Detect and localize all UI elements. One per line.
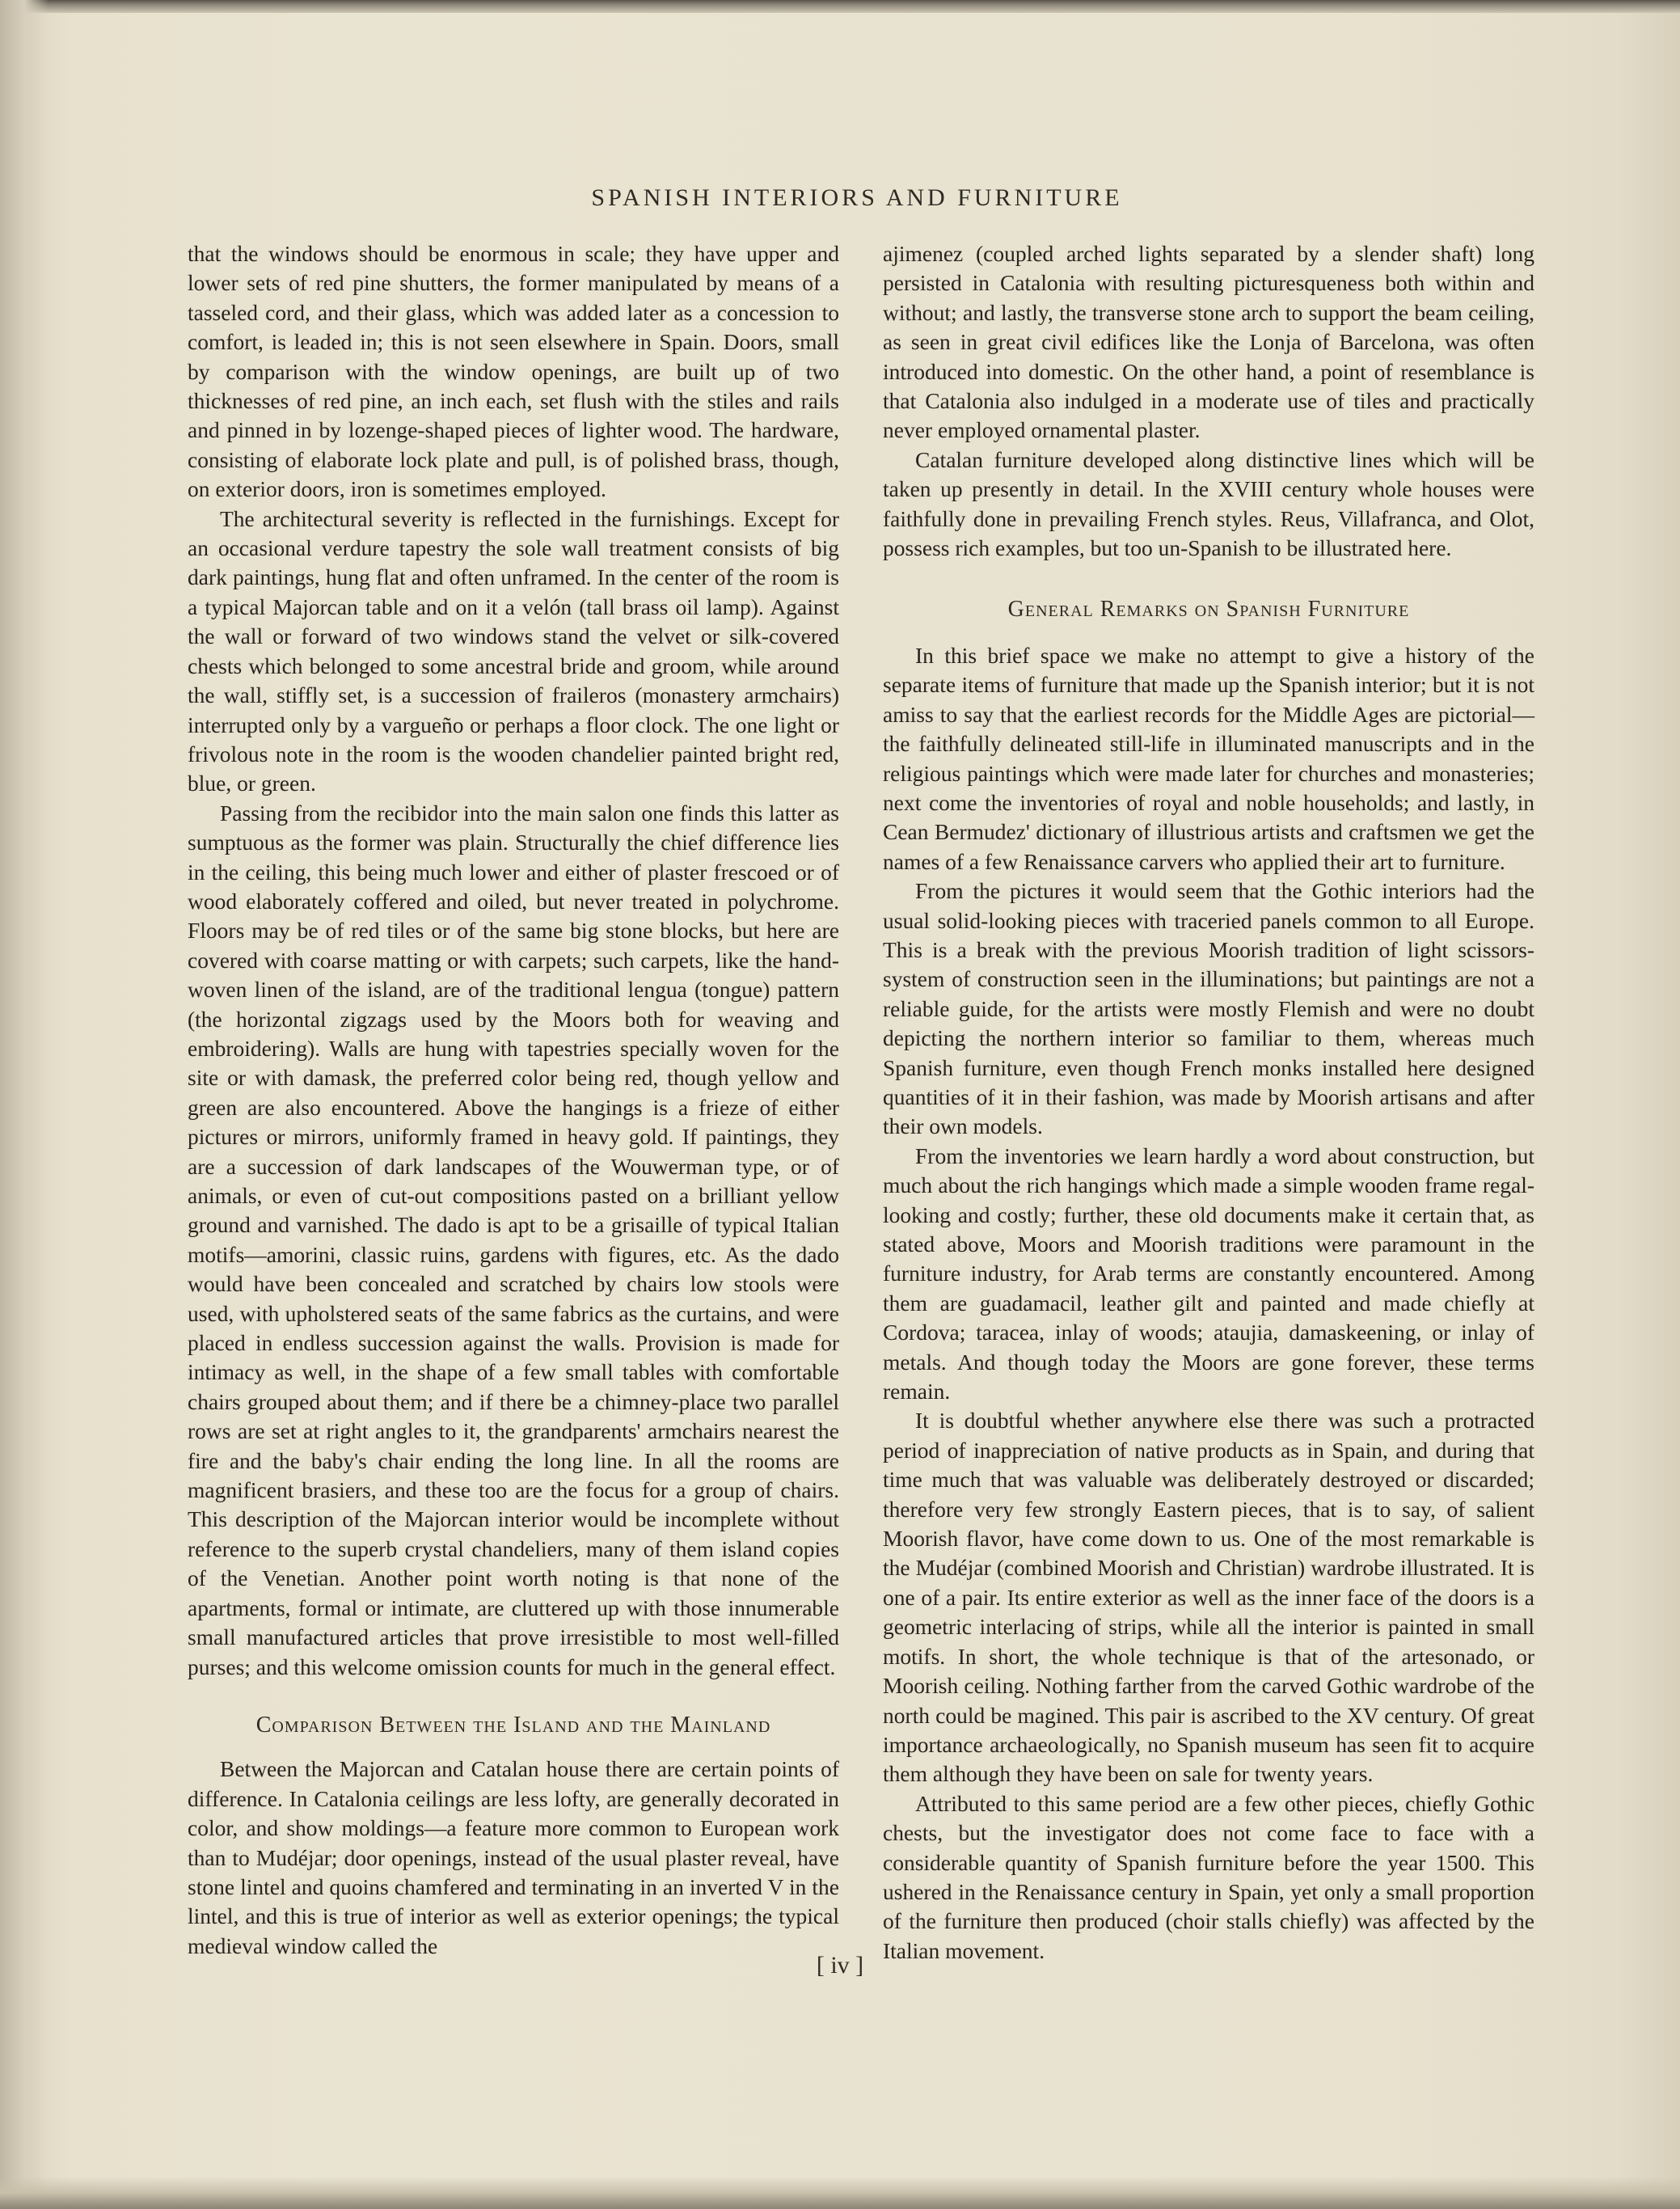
left-paragraph-1: that the windows should be enormous in scale; they have upper and lower sets of red pine shutters, the former manipulated by means of a tasseled cord, and their glass, which was added later as a concession to comfort, is leaded in; this is not seen elsewhere in Spain. Doors, small by comparison with the window openings, are built up of two thicknesses of red pine, an inch each, set flush with the stiles and rails and pinned in by lozenge-shaped pieces of lighter wood. The hardware, consisting of elaborate lock plate and pull, is of polished brass, though, on exterior doors, iron is sometimes employed. <box>188 241 839 502</box>
running-head: SPANISH INTERIORS AND FURNITURE <box>591 184 1123 211</box>
page-top-edge <box>0 0 1680 13</box>
right-paragraph-2: Catalan furniture developed along distinctive lines which will be taken up presently in detail. In the XVIII century whole houses were faithfully done in prevailing French styles. Reus, Villafranca, and Olot, possess rich examples, but too un-Spanish to be illustrated here. <box>883 446 1534 561</box>
left-paragraph-2: The architectural severity is reflected in the furnishings. Except for an occasional verdure tapestry the sole wall treatment consists of big dark paintings, hung flat and often unframed. In the center of the room is a typical Majorcan table and on it a velón (tall brass oil lamp). Against the wall or forward of two windows stand the velvet or silk-covered chests which belonged to some ancestral bride and groom, while around the wall, stiffly set, is a succession of fraileros (monastery armchairs) interrupted only by a vargueño or perhaps a floor clock. The one light or frivolous note in the room is the wooden chandelier painted bright red, blue, or green. <box>188 505 839 796</box>
left-paragraph-4: Between the Majorcan and Catalan house there are certain points of difference. In Catalonia ceilings are less lofty, are generally decorated in color, and show moldings—a feature more common to European work than to Mudéjar; door openings, instead of the usual plaster reveal, have stone lintel and quoins chamfered and terminating in an inverted V in the lintel, and this is true of interior as well as exterior openings; the typical medieval window called the <box>188 1756 839 1958</box>
right-paragraph-5: From the inventories we learn hardly a word about construction, but much about the rich hangings which made a simple wooden frame regal-looking and costly; further, these old documents make it certain that, as stated above, Moors and Moorish traditions were paramount in the furniture industry, for Arab terms are constantly encountered. Among them are guadamacil, leather gilt and painted and made chiefly at Cordova; taracea, inlay of woods; ataujia, damaskeening, or inlay of metals. And though today the Moors are gone forever, these terms remain. <box>883 1143 1534 1404</box>
right-column <box>883 239 1534 1966</box>
section-heading-general-remarks: General Remarks on Spanish Furniture <box>1007 597 1410 623</box>
right-paragraph-6: It is doubtful whether anywhere else there was such a protracted period of inappreciation of native products as in Spain, and during that time much that was valuable was deliberately destroyed or discarded; therefore very few strongly Eastern pieces, that is to say, of salient Moorish flavor, have come down to us. One of the most remarkable is the Mudéjar (combined Moorish and Christian) wardrobe illustrated. It is one of a pair. Its entire exterior as well as the inner face of the doors is a geometric interlacing of strips, while all the interior is painted in small motifs. In short, the whole technique is that of the artesonado, or Moorish ceiling. Nothing farther from the carved Gothic wardrobe of the north could be magined. This pair is ascribed to the XV century. Of great importance archaeologically, no Spanish museum has seen fit to acquire them although they have been on sale for twenty years. <box>883 1408 1534 1787</box>
right-paragraph-7: Attributed to this same period are a few other pieces, chiefly Gothic chests, but the investigator does not come face to face with a considerable quantity of Spanish furniture before the year 1500. This ushered in the Renaissance century in Spain, yet only a small proportion of the furniture then produced (choir stalls chiefly) was affected by the Italian movement. <box>883 1790 1534 1963</box>
right-paragraph-3: In this brief space we make no attempt to give a history of the separate items of furniture that made up the Spanish interior; but it is not amiss to say that the earliest records for the Middle Ages are pictorial—the faithfully delineated still-life in illuminated manuscripts and in the religious paintings which were made later for churches and monasteries; next come the inventories of royal and noble households; and lastly, in Cean Bermudez' dictionary of illustrious artists and craftsmen we get the names of a few Renaissance carvers who applied their art to furniture. <box>883 642 1534 874</box>
right-paragraph-4: From the pictures it would seem that the Gothic interiors had the usual solid-looking pieces with traceried panels common to all Europe. This is a break with the previous Moorish tradition of light scissors-system of construction seen in the illuminations; but paintings are not a reliable guide, for the artists were mostly Flemish and were no doubt depicting the northern interior so familiar to them, whereas much Spanish furniture, even though French monks installed here designed quantities of it in their fashion, was made by Moorish artisans and after their own models. <box>883 878 1534 1139</box>
page-gutter-fold <box>0 0 49 2209</box>
page-number: [ iv ] <box>816 1952 864 1979</box>
page-bottom-edge <box>0 2177 1680 2209</box>
section-heading-comparison: Comparison Between the Island and the Mainland <box>255 1712 771 1738</box>
right-paragraph-1: ajimenez (coupled arched lights separated by a slender shaft) long persisted in Catalonia with resulting picturesqueness both within and without; and lastly, the transverse stone arch to support the beam ceiling, as seen in great civil edifices like the Lonja of Barcelona, was often introduced into domestic. On the other hand, a point of resemblance is that Catalonia also indulged in a moderate use of tiles and practically never employed ornamental plaster. <box>883 241 1534 443</box>
left-column <box>188 239 839 1961</box>
left-paragraph-3: Passing from the recibidor into the main salon one finds this latter as sumptuous as the former was plain. Structurally the chief difference lies in the ceiling, this being much lower and either of plaster frescoed or of wood elaborately coffered and oiled, but never treated in polychrome. Floors may be of red tiles or of the same big stone blocks, but here are covered with coarse matting or with carpets; such carpets, like the hand-woven linen of the island, are of the traditional lengua (tongue) pattern (the horizontal zigzags used by the Moors both for weaving and embroidering). Walls are hung with tapestries specially woven for the site or with damask, the preferred color being red, though yellow and green are also encountered. Above the hangings is a frieze of either pictures or mirrors, uniformly framed in heavy gold. If paintings, they are a succession of dark landscapes of the Wouwerman type, or of animals, or even of cut-out compositions pasted on a brilliant yellow ground and varnished. The dado is apt to be a grisaille of typical Italian motifs—amorini, classic ruins, gardens with figures, etc. As the dado would have been concealed and scratched by chairs low stools were used, with upholstered seats of the same fabrics as the curtains, and were placed in endless succession against the walls. Provision is made for intimacy as well, in the shape of a few small tables with comfortable chairs grouped about them; and if there be a chimney-place two parallel rows are set at right angles to it, the grandparents' armchairs nearest the fire and the baby's chair ending the long line. In all the rooms are magnificent brasiers, and these too are the focus for a group of chairs. This description of the Majorcan interior would be incomplete without reference to the superb crystal chandeliers, many of them island copies of the Venetian. Another point worth noting is that none of the apartments, formal or intimate, are cluttered up with those innumerable small manufactured articles that prove irresistible to most well-filled purses; and this welcome omission counts for much in the general effect. <box>188 800 839 1679</box>
